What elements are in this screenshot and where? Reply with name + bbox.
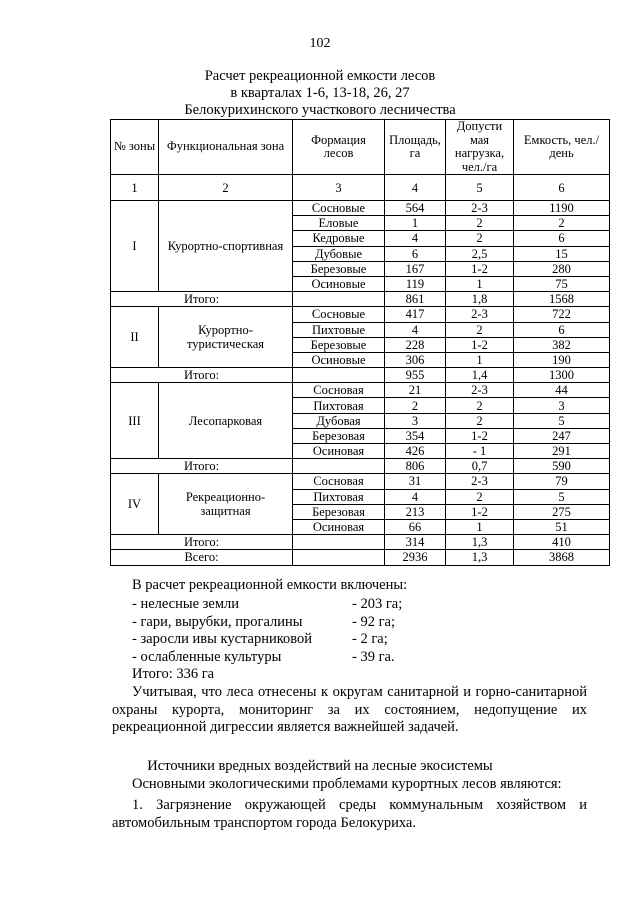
subtotal-label: Итого: (111, 368, 293, 383)
zone-name: Лесопарковая (159, 383, 293, 459)
load-value: 2 (446, 398, 514, 413)
subtotal-label: Итого: (111, 535, 293, 550)
capacity-value: 590 (514, 459, 610, 474)
column-number: 3 (293, 175, 385, 201)
forest-formation: Осиновые (293, 352, 385, 367)
empty-cell (293, 368, 385, 383)
load-value: 2 (446, 231, 514, 246)
grand-total-label: Всего: (111, 550, 293, 565)
table-body (111, 201, 610, 566)
list-item (132, 631, 592, 649)
subtotal-row (111, 535, 610, 550)
load-value: 2 (446, 216, 514, 231)
area-value: 314 (385, 535, 446, 550)
item-value: - 39 га. (352, 648, 395, 665)
table-row (111, 474, 610, 489)
area-value: 4 (385, 489, 446, 504)
area-value: 806 (385, 459, 446, 474)
forest-formation: Березовые (293, 261, 385, 276)
empty-cell (293, 292, 385, 307)
column-number: 6 (514, 175, 610, 201)
recreational-capacity-table (110, 119, 610, 566)
capacity-value: 382 (514, 337, 610, 352)
area-value: 2936 (385, 550, 446, 565)
load-value: 2-3 (446, 383, 514, 398)
capacity-value: 291 (514, 444, 610, 459)
item-value: - 92 га; (352, 613, 395, 630)
included-list (132, 596, 592, 684)
load-value: 2 (446, 413, 514, 428)
load-value: - 1 (446, 444, 514, 459)
paragraph-pollution: 1. Загрязнение окружающей среды коммунальным хозяйством и автомобильным транспортом города Белокуриха. (112, 797, 587, 831)
area-value: 2 (385, 398, 446, 413)
area-value: 4 (385, 322, 446, 337)
area-value: 31 (385, 474, 446, 489)
table-row (111, 383, 610, 398)
capacity-value: 247 (514, 428, 610, 443)
area-value: 417 (385, 307, 446, 322)
capacity-value: 5 (514, 413, 610, 428)
capacity-value: 6 (514, 231, 610, 246)
area-value: 4 (385, 231, 446, 246)
load-value: 2-3 (446, 474, 514, 489)
forest-formation: Дубовые (293, 246, 385, 261)
load-value: 1-2 (446, 428, 514, 443)
item-label: - гари, вырубки, прогалины (132, 613, 303, 630)
area-value: 228 (385, 337, 446, 352)
paragraph-sanitary: Учитывая, что леса отнесены к округам санитарной и горно-санитарной охраны курорта, мониторинг за их состоянием, недопущение их рекреационной дигрессии является важнейшей задачей. (112, 684, 587, 735)
item-label: - ослабленные культуры (132, 648, 282, 665)
header-zone-number: № зоны (111, 120, 159, 175)
forest-formation: Кедровые (293, 231, 385, 246)
column-number: 4 (385, 175, 446, 201)
area-value: 955 (385, 368, 446, 383)
list-item (132, 596, 592, 614)
document-title-line-2: в кварталах 1-6, 13-18, 26, 27 (230, 85, 410, 101)
capacity-value: 190 (514, 352, 610, 367)
area-value: 564 (385, 201, 446, 216)
area-value: 861 (385, 292, 446, 307)
column-number: 1 (111, 175, 159, 201)
area-value: 6 (385, 246, 446, 261)
load-value: 1-2 (446, 337, 514, 352)
forest-formation: Осиновые (293, 276, 385, 291)
forest-formation: Пихтовая (293, 489, 385, 504)
section-heading: Источники вредных воздействий на лесные экосистемы (147, 758, 493, 774)
zone-name: Рекреационно-защитная (159, 474, 293, 535)
forest-formation: Пихтовая (293, 398, 385, 413)
subtotal-row (111, 368, 610, 383)
area-value: 213 (385, 504, 446, 519)
forest-formation: Осиновая (293, 444, 385, 459)
capacity-value: 2 (514, 216, 610, 231)
capacity-value: 410 (514, 535, 610, 550)
capacity-value: 280 (514, 261, 610, 276)
empty-cell (293, 535, 385, 550)
area-value: 119 (385, 276, 446, 291)
load-value: 1,3 (446, 550, 514, 565)
forest-formation: Осиновая (293, 519, 385, 534)
forest-formation: Березовая (293, 428, 385, 443)
capacity-value: 44 (514, 383, 610, 398)
zone-number: IV (111, 474, 159, 535)
item-label: - нелесные земли (132, 596, 240, 612)
forest-formation: Еловые (293, 216, 385, 231)
area-value: 306 (385, 352, 446, 367)
header-forest-formation: Формация лесов (293, 120, 385, 175)
list-item (132, 649, 592, 667)
item-value: - 203 га; (352, 596, 403, 612)
capacity-value: 6 (514, 322, 610, 337)
zone-number: III (111, 383, 159, 459)
header-allowed-load: Допусти мая нагрузка, чел./га (446, 120, 514, 175)
included-total: Итого: 336 га (132, 666, 215, 682)
zone-number: I (111, 201, 159, 292)
subtotal-row (111, 292, 610, 307)
page-number: 102 (309, 36, 331, 51)
header-functional-zone: Функциональная зона (159, 120, 293, 175)
area-value: 167 (385, 261, 446, 276)
load-value: 1 (446, 352, 514, 367)
capacity-value: 51 (514, 519, 610, 534)
area-value: 426 (385, 444, 446, 459)
area-value: 354 (385, 428, 446, 443)
subtotal-label: Итого: (111, 292, 293, 307)
header-capacity: Емкость, чел./день (514, 120, 610, 175)
paragraph-problems: Основными экологическими проблемами курортных лесов являются: (132, 776, 562, 792)
load-value: 2-3 (446, 307, 514, 322)
capacity-value: 1568 (514, 292, 610, 307)
capacity-value: 15 (514, 246, 610, 261)
subtotal-label: Итого: (111, 459, 293, 474)
area-value: 66 (385, 519, 446, 534)
area-value: 3 (385, 413, 446, 428)
capacity-value: 75 (514, 276, 610, 291)
load-value: 1,3 (446, 535, 514, 550)
zone-name: Курортно-туристическая (159, 307, 293, 368)
item-label: - заросли ивы кустарниковой (132, 631, 313, 647)
capacity-value: 275 (514, 504, 610, 519)
forest-formation: Пихтовые (293, 322, 385, 337)
load-value: 1,8 (446, 292, 514, 307)
empty-cell (293, 550, 385, 565)
subtotal-row (111, 459, 610, 474)
table-row (111, 307, 610, 322)
item-value: - 2 га; (352, 631, 388, 647)
load-value: 0,7 (446, 459, 514, 474)
load-value: 2-3 (446, 201, 514, 216)
forest-formation: Дубовая (293, 413, 385, 428)
table-row (111, 201, 610, 216)
load-value: 1 (446, 276, 514, 291)
capacity-value: 3 (514, 398, 610, 413)
forest-formation: Березовые (293, 337, 385, 352)
forest-formation: Березовая (293, 504, 385, 519)
grand-total-row (111, 550, 610, 565)
forest-formation: Сосновая (293, 383, 385, 398)
load-value: 1-2 (446, 504, 514, 519)
capacity-value: 1190 (514, 201, 610, 216)
load-value: 1 (446, 519, 514, 534)
load-value: 1,4 (446, 368, 514, 383)
empty-cell (293, 459, 385, 474)
forest-formation: Сосновая (293, 474, 385, 489)
area-value: 21 (385, 383, 446, 398)
forest-formation: Сосновые (293, 201, 385, 216)
capacity-value: 3868 (514, 550, 610, 565)
header-area: Площадь, га (385, 120, 446, 175)
capacity-value: 79 (514, 474, 610, 489)
forest-formation: Сосновые (293, 307, 385, 322)
zone-number: II (111, 307, 159, 368)
document-title-line-1: Расчет рекреационной емкости лесов (204, 68, 436, 84)
load-value: 2 (446, 322, 514, 337)
capacity-value: 5 (514, 489, 610, 504)
included-heading: В расчет рекреационной емкости включены: (132, 577, 408, 593)
column-number: 2 (159, 175, 293, 201)
capacity-value: 722 (514, 307, 610, 322)
list-item (132, 614, 592, 632)
load-value: 2 (446, 489, 514, 504)
load-value: 1-2 (446, 261, 514, 276)
document-title-line-3: Белокурихинского участкового лесничества (184, 102, 456, 118)
load-value: 2,5 (446, 246, 514, 261)
zone-name: Курортно-спортивная (159, 201, 293, 292)
area-value: 1 (385, 216, 446, 231)
capacity-value: 1300 (514, 368, 610, 383)
column-number: 5 (446, 175, 514, 201)
